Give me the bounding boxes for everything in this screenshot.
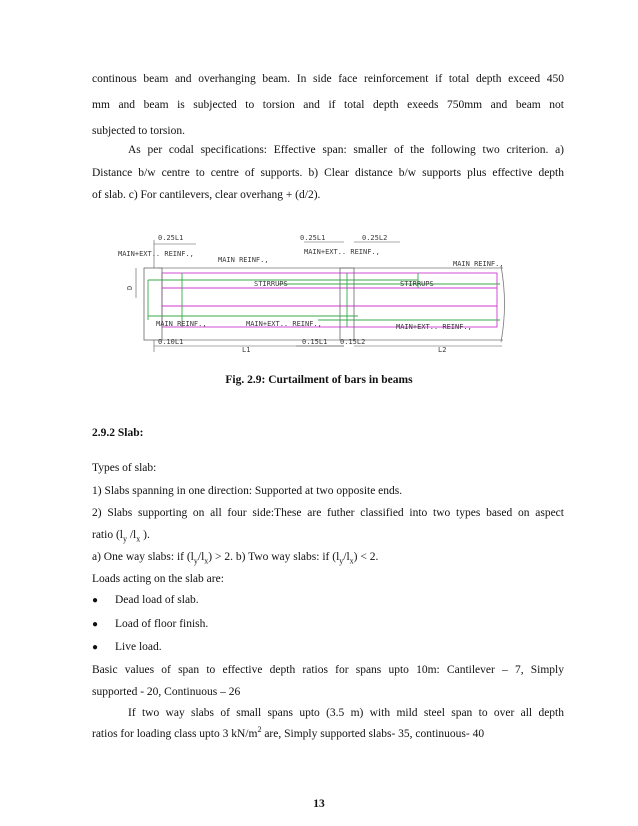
para1-line3: subjected to torsion. <box>92 125 185 137</box>
fig-label: STIRRUPS <box>400 280 434 288</box>
fig-label: 0.25L1 <box>158 234 184 242</box>
figure-caption: Fig. 2.9: Curtailment of bars in beams <box>225 374 413 386</box>
fig-label: L2 <box>438 346 447 354</box>
basic-values-line1: Basic values of span to effective depth ratios for spans upto 10m: Cantilever – 7, Simply <box>92 664 564 676</box>
fig-label: 0.15L1 <box>302 338 328 346</box>
bullet-item: Load of floor finish. <box>115 618 209 630</box>
fig-label: L1 <box>242 346 251 354</box>
slab-type-2-line1: 2) Slabs supporting on all four side:These are futher classified into two types based on aspect <box>92 507 564 519</box>
fig-label: MAIN+EXT.. REINF., <box>246 320 322 328</box>
bullet-icon: ● <box>92 595 99 606</box>
bullet-icon: ● <box>92 642 99 653</box>
types-title: Types of slab: <box>92 462 157 474</box>
loads-title: Loads acting on the slab are: <box>92 573 224 585</box>
section-heading: 2.9.2 Slab: <box>92 427 144 439</box>
para2-line2: Distance b/w centre to centre of supports. b) Clear distance b/w supports plus effective depth <box>92 167 564 179</box>
page-number: 13 <box>313 798 325 810</box>
fig-label: MAIN+EXT.. REINF., <box>304 248 380 256</box>
beam-curtailment-figure <box>118 228 508 356</box>
para2-line1: As per codal specifications: Effective span: smaller of the following two criterion. a) <box>128 144 564 156</box>
slab-type-2-line2: ratio ($l_y$ $/l_x$ ). <box>92 529 150 544</box>
para1-line2: mm and beam is subjected to torsion and if total depth exeeds 750mm and beam not <box>92 99 564 111</box>
basic-values-line2: supported - 20, Continuous – 26 <box>92 686 241 698</box>
two-way-line2: ratios for loading class upto 3 $kN/m^2$ are, Simply supported slabs- 35, continuous- 40 <box>92 725 485 740</box>
bullet-icon: ● <box>92 619 99 630</box>
fig-label: 0.25L2 <box>362 234 388 242</box>
bullet-item: Dead load of slab. <box>115 594 199 606</box>
fig-label: MAIN REINF., <box>156 320 207 328</box>
fig-label: D <box>126 285 134 290</box>
fig-label: MAIN+EXT.. REINF., <box>118 250 194 258</box>
fig-label: STIRRUPS <box>254 280 288 288</box>
fig-label: 0.10L1 <box>158 338 184 346</box>
fig-label: MAIN REINF., <box>218 256 269 264</box>
fig-label: 0.25L1 <box>300 234 326 242</box>
bullet-item: Live load. <box>115 641 162 653</box>
para2-line3: of slab. c) For cantilevers, clear overhang + (d/2). <box>92 189 321 201</box>
one-two-way-criteria: a) One way slabs: if $(l_y/l_x) > 2$. b) Two way slabs: if $(l_y/l_x) < 2$. <box>92 551 379 566</box>
slab-type-1: 1) Slabs spanning in one direction: Supported at two opposite ends. <box>92 485 403 497</box>
fig-label: MAIN+EXT.. REINF., <box>396 323 472 331</box>
para1-line1: continous beam and overhanging beam. In side face reinforcement if total depth exceed 450 <box>92 73 564 85</box>
two-way-line1: If two way slabs of small spans upto (3.5 m) with mild steel span to over all depth <box>128 707 564 719</box>
fig-label: 0.15L2 <box>340 338 366 346</box>
fig-label: MAIN REINF., <box>453 260 504 268</box>
